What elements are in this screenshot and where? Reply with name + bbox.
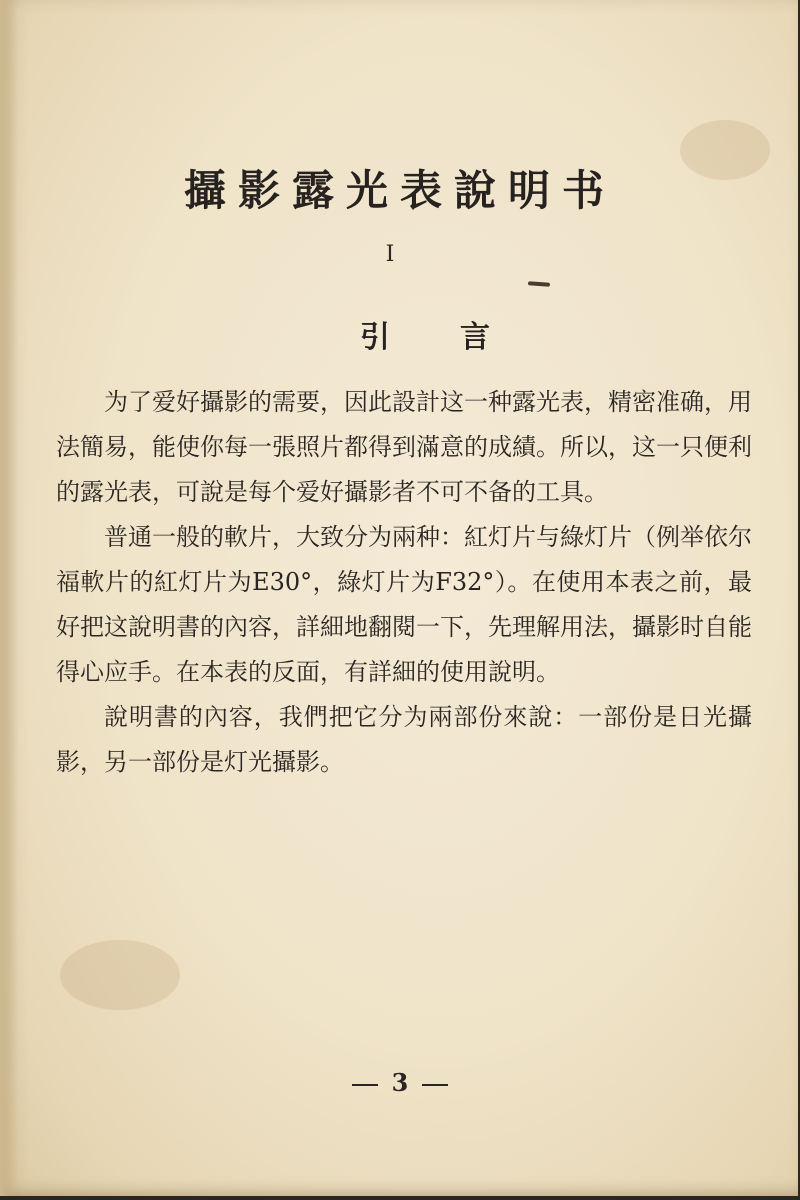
section-number: I [385,242,395,267]
ink-mark [528,281,550,287]
page-title: 攝影露光表說明书 [183,166,616,215]
paragraph: 說明書的內容，我們把它分为兩部份來說：一部份是日光攝影，另一部份是灯光攝影。 [56,703,752,776]
paragraph: 普通一般的軟片，大致分为兩种：紅灯片与綠灯片（例举依尔福軟片的紅灯片为E30°，綠灯片为F32°）。在使用本表之前，最好把这說明書的內容，詳細地翻閱一下，先理解用法，攝影时自能得心应手。在本表的反面，有詳細的使用說明。 [56,523,752,686]
section-heading: 引言 [360,320,560,355]
body-text [56,380,752,785]
page-number [0,1068,800,1097]
dash-right [422,1084,448,1086]
paragraph: 为了爱好攝影的需要，因此設計这一种露光表，精密准确，用法簡易，能使你每一張照片都得到滿意的成績。所以，这一只便利的露光表，可說是每个爱好攝影者不可不备的工具。 [56,388,752,506]
dash-left [352,1084,378,1086]
page-number-value: 3 [391,1068,409,1097]
paper-stain [60,940,180,1010]
